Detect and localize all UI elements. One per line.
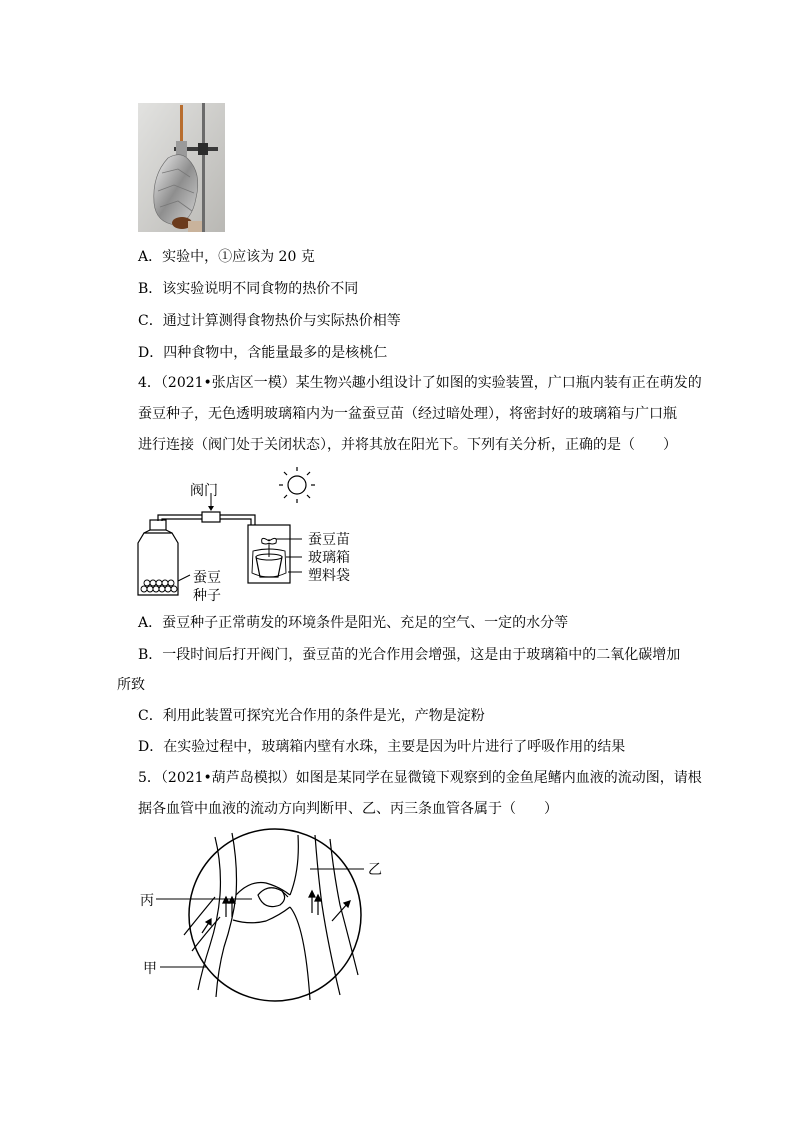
q4-stem-line-3: 进行连接（阀门处于关闭状态），并将其放在阳光下。下列有关分析，正确的是（ ） (138, 437, 677, 453)
valve (202, 512, 220, 522)
apparatus-photo-drawing (138, 103, 225, 232)
q4-option-d: D．在实验过程中，玻璃箱内壁有水珠，主要是因为叶片进行了呼吸作用的结果 (138, 739, 626, 755)
q3-option-d: D．四种食物中，含能量最多的是核桃仁 (138, 345, 388, 361)
seeds (141, 580, 177, 592)
label-yi: 乙 (368, 862, 382, 878)
label-jia: 甲 (143, 961, 157, 977)
label-plastic-bag: 塑料袋 (308, 568, 350, 584)
q4-option-c: C．利用此装置可探究光合作用的条件是光，产物是淀粉 (138, 708, 485, 724)
label-glass-box: 玻璃箱 (308, 550, 350, 566)
label-bing: 丙 (140, 893, 154, 909)
label-seeds-1: 蚕豆 (193, 570, 221, 586)
apparatus-photo (138, 103, 225, 232)
label-valve: 阀门 (190, 483, 218, 499)
q5-stem-line-1: 5．（2021•葫芦岛模拟）如图是某同学在显微镜下观察到的金鱼尾鳍内血液的流动图，请根 (138, 770, 702, 786)
q4-stem-line-1: 4．（2021•张店区一模）某生物兴趣小组设计了如图的实验装置，广口瓶内装有正在萌发的 (138, 375, 702, 391)
label-seedling: 蚕豆苗 (308, 532, 350, 548)
sun-icon (279, 467, 315, 503)
q5-figure (140, 825, 400, 1005)
q4-option-b-line-2: 所致 (117, 677, 145, 693)
q3-option-a: A．实验中，①应该为 20 克 (138, 249, 315, 265)
q4-stem-line-2: 蚕豆种子，无色透明玻璃箱内为一盆蚕豆苗（经过暗处理），将密封好的玻璃箱与广口瓶 (138, 406, 677, 422)
q4-option-b-line-1: B．一段时间后打开阀门，蚕豆苗的光合作用会增强，这是由于玻璃箱中的二氧化碳增加 (138, 647, 681, 663)
q4-option-a: A．蚕豆种子正常萌发的环境条件是阳光、充足的空气、一定的水分等 (138, 615, 569, 631)
label-seeds-2: 种子 (193, 588, 221, 604)
q5-stem-line-2: 据各血管中血液的流动方向判断甲、乙、丙三条血管各属于（ ） (138, 801, 558, 817)
q3-option-c: C．通过计算测得食物热价与实际热价相等 (138, 313, 401, 329)
q3-option-b: B．该实验说明不同食物的热价不同 (138, 281, 359, 297)
